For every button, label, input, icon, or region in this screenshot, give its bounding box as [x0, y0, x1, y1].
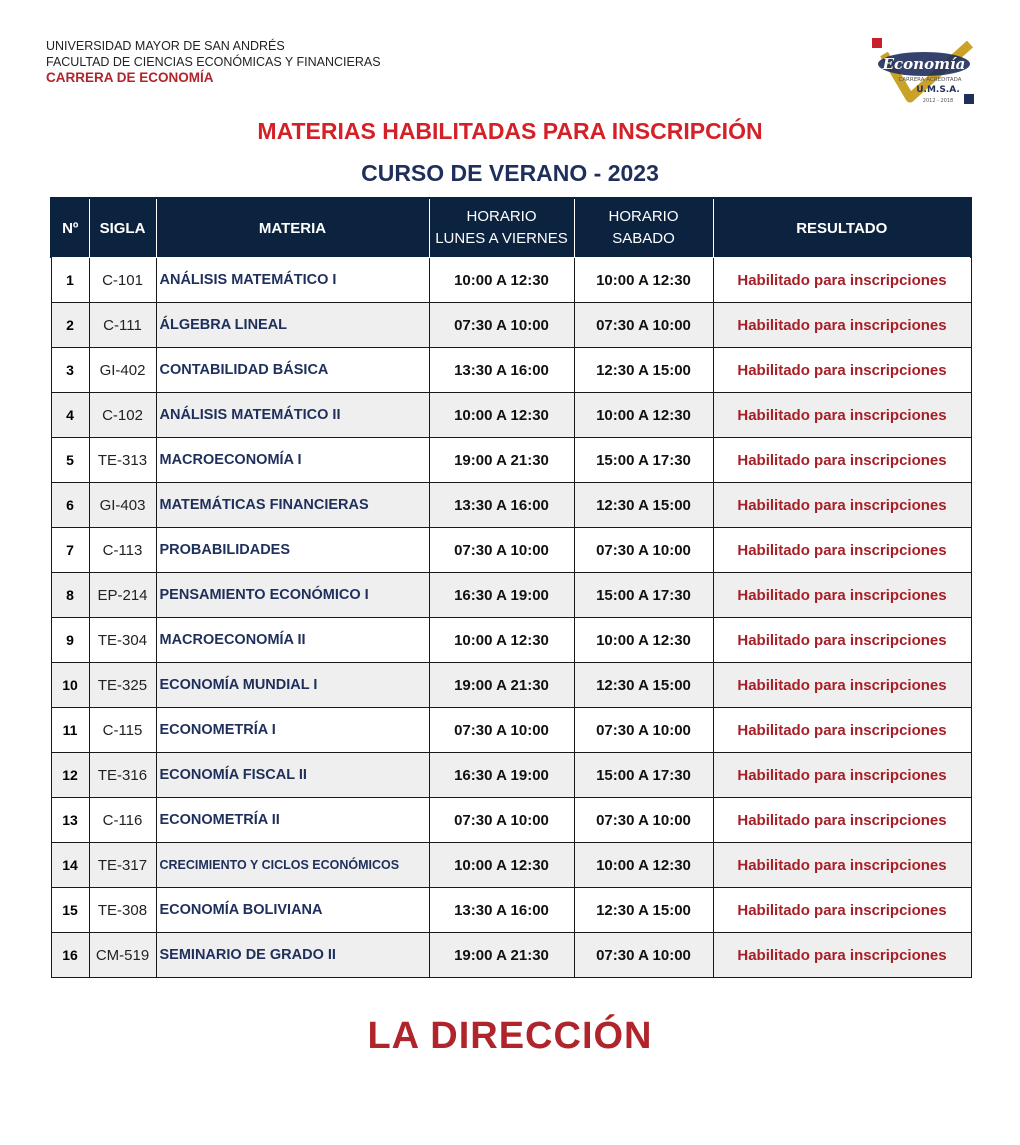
col-weekday-line2: LUNES A VIERNES [435, 230, 568, 247]
col-saturday-line2: SABADO [612, 230, 675, 247]
university-name: UNIVERSIDAD MAYOR DE SAN ANDRÉS [46, 39, 285, 53]
table-row [51, 393, 971, 438]
page-subtitle: CURSO DE VERANO - 2023 [361, 160, 659, 186]
row-materia: SEMINARIO DE GRADO II [156, 933, 429, 978]
row-result: Habilitado para inscripciones [713, 753, 971, 798]
row-weekday-schedule: 13:30 A 16:00 [429, 348, 574, 393]
row-saturday-schedule: 07:30 A 10:00 [574, 933, 713, 978]
table-row [51, 888, 971, 933]
table-row [51, 573, 971, 618]
economia-logo [870, 36, 976, 106]
row-weekday-schedule: 16:30 A 19:00 [429, 753, 574, 798]
row-materia: MACROECONOMÍA I [156, 438, 429, 483]
table-row [51, 618, 971, 663]
row-sigla: CM-519 [89, 933, 156, 978]
row-materia: MATEMÁTICAS FINANCIERAS [156, 483, 429, 528]
row-materia: PENSAMIENTO ECONÓMICO I [156, 573, 429, 618]
row-number: 14 [51, 843, 89, 888]
row-saturday-schedule: 07:30 A 10:00 [574, 798, 713, 843]
row-saturday-schedule: 07:30 A 10:00 [574, 528, 713, 573]
table-row [51, 663, 971, 708]
row-weekday-schedule: 19:00 A 21:30 [429, 438, 574, 483]
row-number: 16 [51, 933, 89, 978]
faculty-name: FACULTAD DE CIENCIAS ECONÓMICAS Y FINANCIERAS [46, 55, 381, 69]
row-saturday-schedule: 12:30 A 15:00 [574, 348, 713, 393]
table-row [51, 258, 971, 303]
document-header [46, 38, 381, 86]
table-header-row [51, 198, 971, 258]
row-weekday-schedule: 07:30 A 10:00 [429, 303, 574, 348]
row-materia: ECONOMÍA MUNDIAL I [156, 663, 429, 708]
row-weekday-schedule: 16:30 A 19:00 [429, 573, 574, 618]
table-row [51, 438, 971, 483]
table-row [51, 708, 971, 753]
row-result: Habilitado para inscripciones [713, 393, 971, 438]
row-weekday-schedule: 07:30 A 10:00 [429, 798, 574, 843]
logo-years: 2012 - 2018 [922, 98, 954, 104]
row-number: 11 [51, 708, 89, 753]
col-saturday-line1: HORARIO [608, 208, 679, 225]
row-sigla: C-101 [89, 258, 156, 303]
row-saturday-schedule: 12:30 A 15:00 [574, 483, 713, 528]
row-result: Habilitado para inscripciones [713, 258, 971, 303]
row-weekday-schedule: 13:30 A 16:00 [429, 483, 574, 528]
row-result: Habilitado para inscripciones [713, 708, 971, 753]
row-result: Habilitado para inscripciones [713, 843, 971, 888]
row-sigla: C-111 [89, 303, 156, 348]
row-result: Habilitado para inscripciones [713, 933, 971, 978]
page-title: MATERIAS HABILITADAS PARA INSCRIPCIÓN [257, 118, 763, 144]
table-row [51, 798, 971, 843]
row-saturday-schedule: 07:30 A 10:00 [574, 708, 713, 753]
logo-org: U.M.S.A. [916, 85, 960, 95]
row-weekday-schedule: 10:00 A 12:30 [429, 393, 574, 438]
row-number: 10 [51, 663, 89, 708]
col-num: Nº [51, 198, 89, 258]
row-number: 5 [51, 438, 89, 483]
row-number: 15 [51, 888, 89, 933]
row-weekday-schedule: 07:30 A 10:00 [429, 708, 574, 753]
row-sigla: TE-308 [89, 888, 156, 933]
row-result: Habilitado para inscripciones [713, 798, 971, 843]
row-number: 8 [51, 573, 89, 618]
row-sigla: C-102 [89, 393, 156, 438]
row-result: Habilitado para inscripciones [713, 618, 971, 663]
row-saturday-schedule: 12:30 A 15:00 [574, 663, 713, 708]
row-result: Habilitado para inscripciones [713, 663, 971, 708]
row-materia: PROBABILIDADES [156, 528, 429, 573]
table-row [51, 483, 971, 528]
row-saturday-schedule: 15:00 A 17:30 [574, 438, 713, 483]
row-materia: ANÁLISIS MATEMÁTICO I [156, 258, 429, 303]
row-sigla: GI-403 [89, 483, 156, 528]
table-row [51, 348, 971, 393]
row-number: 9 [51, 618, 89, 663]
row-result: Habilitado para inscripciones [713, 438, 971, 483]
row-number: 7 [51, 528, 89, 573]
row-saturday-schedule: 10:00 A 12:30 [574, 618, 713, 663]
table-row [51, 303, 971, 348]
row-sigla: TE-316 [89, 753, 156, 798]
row-weekday-schedule: 13:30 A 16:00 [429, 888, 574, 933]
table-row [51, 933, 971, 978]
col-sigla: SIGLA [89, 198, 156, 258]
row-sigla: GI-402 [89, 348, 156, 393]
table-body [51, 258, 971, 978]
row-result: Habilitado para inscripciones [713, 303, 971, 348]
row-saturday-schedule: 10:00 A 12:30 [574, 843, 713, 888]
row-number: 4 [51, 393, 89, 438]
row-saturday-schedule: 10:00 A 12:30 [574, 258, 713, 303]
row-number: 2 [51, 303, 89, 348]
table-row [51, 528, 971, 573]
col-materia: MATERIA [156, 198, 429, 258]
row-materia: CONTABILIDAD BÁSICA [156, 348, 429, 393]
col-saturday-schedule [574, 198, 713, 258]
row-weekday-schedule: 19:00 A 21:30 [429, 663, 574, 708]
col-weekday-line1: HORARIO [466, 208, 537, 225]
row-result: Habilitado para inscripciones [713, 483, 971, 528]
row-materia: CRECIMIENTO Y CICLOS ECONÓMICOS [156, 843, 429, 888]
row-sigla: C-115 [89, 708, 156, 753]
row-number: 3 [51, 348, 89, 393]
table-row [51, 753, 971, 798]
row-sigla: C-113 [89, 528, 156, 573]
row-materia: ECONOMÍA FISCAL II [156, 753, 429, 798]
row-result: Habilitado para inscripciones [713, 573, 971, 618]
row-sigla: TE-325 [89, 663, 156, 708]
logo-word: Economía [882, 55, 966, 73]
subjects-table [50, 197, 972, 978]
row-sigla: EP-214 [89, 573, 156, 618]
logo-tagline: CARRERA ACREDITADA [898, 77, 962, 83]
row-weekday-schedule: 19:00 A 21:30 [429, 933, 574, 978]
row-result: Habilitado para inscripciones [713, 888, 971, 933]
row-materia: ANÁLISIS MATEMÁTICO II [156, 393, 429, 438]
row-materia: ECONOMÍA BOLIVIANA [156, 888, 429, 933]
row-weekday-schedule: 10:00 A 12:30 [429, 618, 574, 663]
row-materia: ECONOMETRÍA II [156, 798, 429, 843]
row-result: Habilitado para inscripciones [713, 528, 971, 573]
row-saturday-schedule: 07:30 A 10:00 [574, 303, 713, 348]
table-row [51, 843, 971, 888]
row-materia: ECONOMETRÍA I [156, 708, 429, 753]
row-saturday-schedule: 15:00 A 17:30 [574, 753, 713, 798]
row-saturday-schedule: 10:00 A 12:30 [574, 393, 713, 438]
row-saturday-schedule: 12:30 A 15:00 [574, 888, 713, 933]
row-weekday-schedule: 07:30 A 10:00 [429, 528, 574, 573]
row-weekday-schedule: 10:00 A 12:30 [429, 258, 574, 303]
row-sigla: TE-317 [89, 843, 156, 888]
row-sigla: TE-313 [89, 438, 156, 483]
row-materia: MACROECONOMÍA II [156, 618, 429, 663]
row-weekday-schedule: 10:00 A 12:30 [429, 843, 574, 888]
col-result: RESULTADO [713, 198, 971, 258]
row-number: 12 [51, 753, 89, 798]
row-materia: ÁLGEBRA LINEAL [156, 303, 429, 348]
row-number: 6 [51, 483, 89, 528]
row-number: 13 [51, 798, 89, 843]
row-result: Habilitado para inscripciones [713, 348, 971, 393]
signature-direction: LA DIRECCIÓN [367, 1015, 653, 1057]
col-weekday-schedule [429, 198, 574, 258]
career-name: CARRERA DE ECONOMÍA [46, 70, 214, 85]
row-saturday-schedule: 15:00 A 17:30 [574, 573, 713, 618]
row-sigla: C-116 [89, 798, 156, 843]
row-sigla: TE-304 [89, 618, 156, 663]
row-number: 1 [51, 258, 89, 303]
